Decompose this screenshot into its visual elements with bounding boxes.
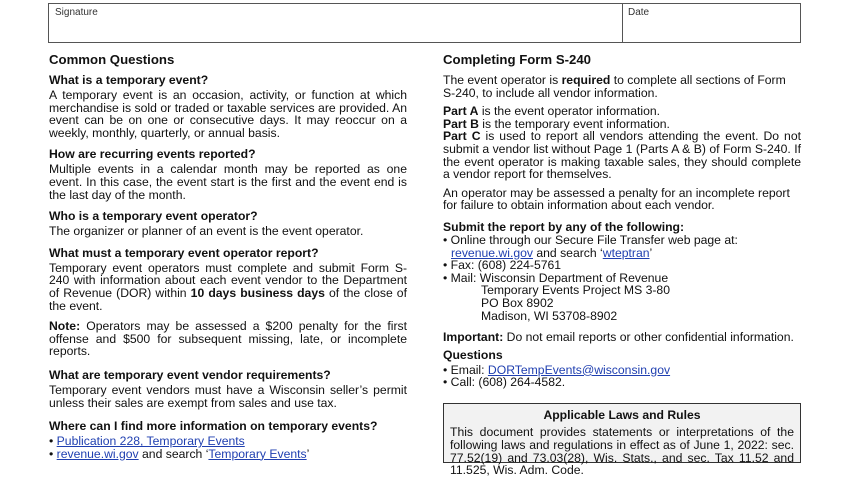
question-more-information: Where can I find more information on temporary events? <box>49 419 378 434</box>
completing-form-column <box>443 52 801 389</box>
part-c-description: Part C is used to report all vendors attending the event. Do not submit a vendor list without Page 1 (Parts A & B) of Form S-240. If the event operator is making taxable sales, they should complete a vendor report for themselves. <box>443 129 802 182</box>
submit-online-item: • Online through our Secure File Transfer web page at: revenue.wi.gov and search ‘wteptran’ <box>443 234 801 259</box>
applicable-laws-box <box>443 403 801 477</box>
intro-paragraph: The event operator is required to complete all sections of Form S-240, to include all vendor information. <box>443 73 786 100</box>
answer-vendor-requirements: Temporary event vendors must have a Wisconsin seller’s permit unless their sales are exempt from sales and use tax. <box>49 382 407 410</box>
revenue-website-link-2[interactable]: revenue.wi.gov <box>451 245 533 260</box>
answer-operator-report: Temporary event operators must complete and submit Form S-240 with information about each event vendor to the Department of Revenue (DOR) within 10 days business days of the close of the event. <box>49 260 407 313</box>
question-vendor-requirements: What are temporary event vendor requirements? <box>49 367 331 382</box>
signature-date-box <box>48 3 801 43</box>
questions-title: Questions <box>443 347 503 362</box>
email-item: • Email: DORTempEvents@wisconsin.gov <box>443 364 801 377</box>
mail-address-line-2: Temporary Events Project MS 3-80 <box>481 283 670 298</box>
temporary-events-search-link[interactable]: Temporary Events <box>208 446 307 461</box>
field-divider <box>622 4 623 42</box>
call-item: • Call: (608) 264-4582. <box>443 376 801 389</box>
answer-recurring-events: Multiple events in a calendar month may be reported as one event. In this case, the event start is the first and the event end is the last day of the month. <box>49 162 407 202</box>
answer-event-operator: The organizer or planner of an event is the event operator. <box>49 224 364 239</box>
question-temporary-event: What is a temporary event? <box>49 73 209 87</box>
question-recurring-events: How are recurring events reported? <box>49 147 256 162</box>
date-label: Date <box>628 7 650 18</box>
submit-title: Submit the report by any of the following: <box>443 219 685 234</box>
publication-228-link[interactable]: Publication 228, Temporary Events <box>56 434 245 449</box>
common-questions-column <box>49 52 407 460</box>
completing-form-title: Completing Form S-240 <box>443 52 592 67</box>
answer-temporary-event: A temporary event is an occasion, activity, or function at which merchandise is sold or traded or taxable services are provided. An event can be on one or consecutive days. It may reoccur on a weekly, monthly, quarterly, or annual basis. <box>49 88 407 140</box>
list-item-website: • revenue.wi.gov and search ‘Temporary Events’ <box>49 448 407 461</box>
mail-address-line-4: Madison, WI 53708-8902 <box>481 308 618 323</box>
part-b-description: Part B is the temporary event information. <box>443 116 670 131</box>
signature-label: Signature <box>55 7 98 18</box>
part-a-description: Part A is the event operator information. <box>443 104 661 119</box>
revenue-website-link[interactable]: revenue.wi.gov <box>56 446 139 461</box>
submit-fax-item: • Fax: (608) 224-5761 <box>443 259 801 272</box>
applicable-laws-title: Applicable Laws and Rules <box>543 408 701 422</box>
submit-mail-item: • Mail: Wisconsin Department of Revenue <box>443 272 801 285</box>
mail-address-line-3: PO Box 8902 <box>481 295 554 310</box>
wteptran-search-link[interactable]: wteptran <box>602 245 650 260</box>
applicable-laws-body: This document provides statements or interpretations of the following laws and regulations in effect as of June 1, 2022: sec. 77.52(19) and 73.03(28), Wis. Stats., and sec. Tax 11.52 and 11.525, Wis. Adm. Code. <box>450 425 794 477</box>
note-penalty: Note: Operators may be assessed a $200 penalty for the first offense and $500 for subsequent missing, late, or incomplete reports. <box>49 319 407 359</box>
question-event-operator: Who is a temporary event operator? <box>49 209 258 224</box>
penalty-paragraph: An operator may be assessed a penalty for an incomplete report for failure to obtain information about each vendor. <box>443 185 790 213</box>
common-questions-title: Common Questions <box>49 52 175 67</box>
question-operator-report: What must a temporary event operator report? <box>49 245 319 260</box>
email-link[interactable]: DORTempEvents@wisconsin.gov <box>487 362 671 377</box>
important-note: Important: Do not email reports or other confidential information. <box>443 330 794 345</box>
